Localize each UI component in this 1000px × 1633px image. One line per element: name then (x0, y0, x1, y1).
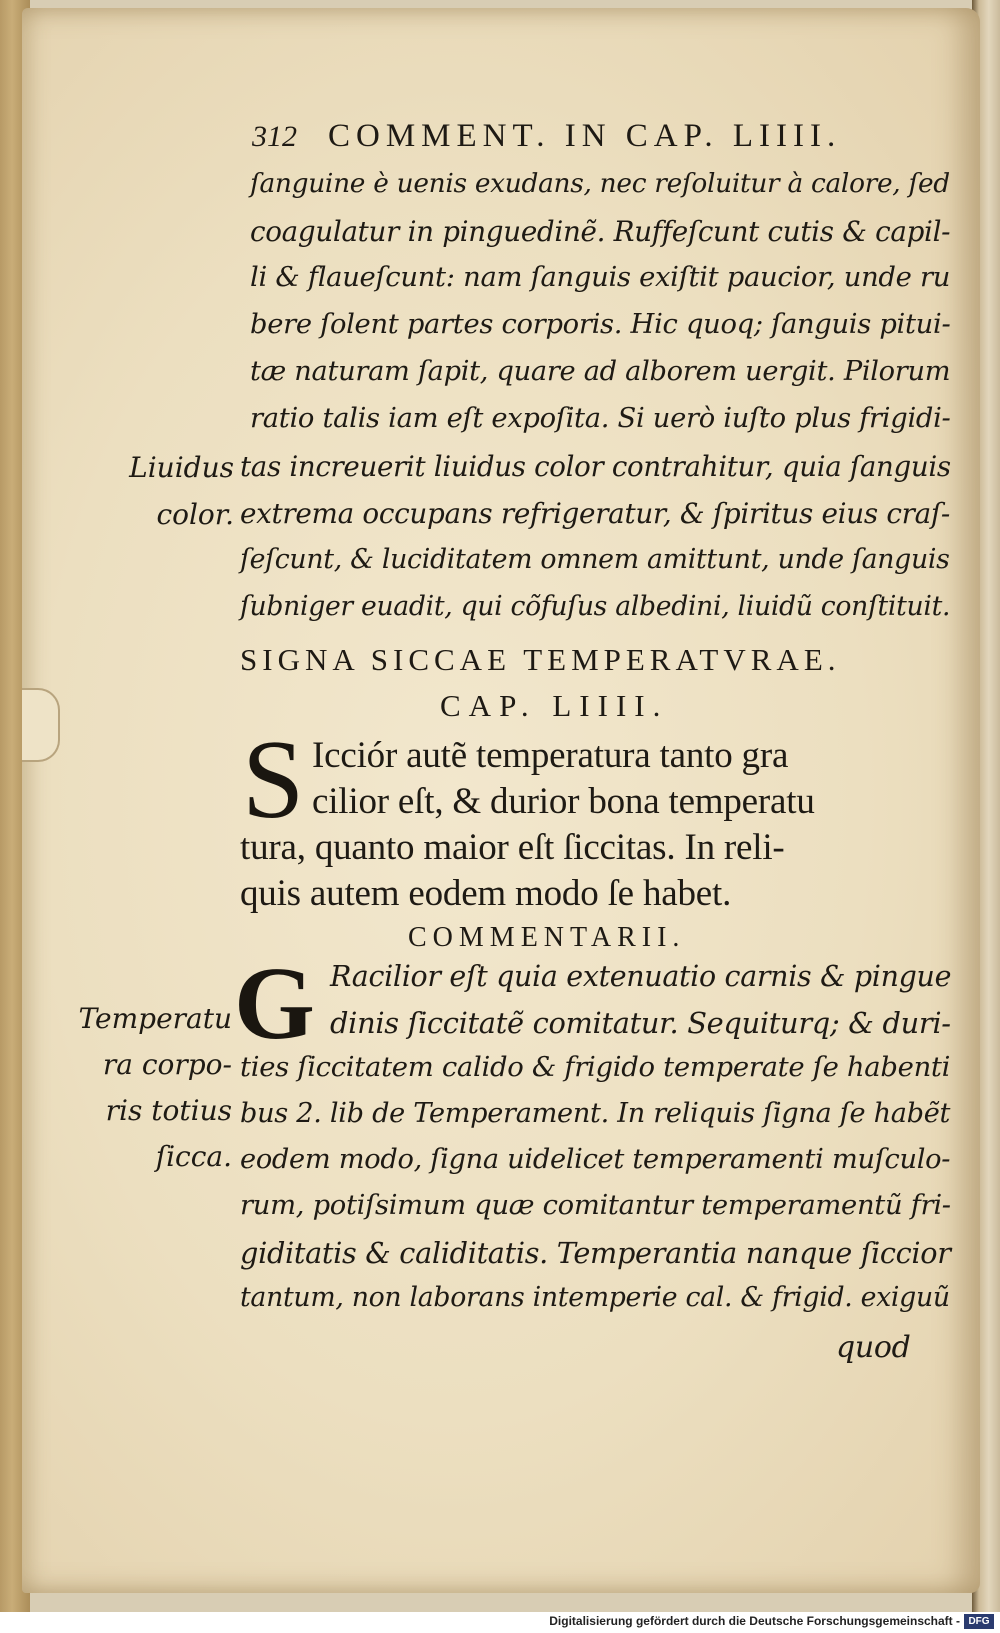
catchword: quod (836, 1330, 911, 1365)
text-initial-letter: S (242, 718, 305, 842)
commentary-line: rum, potiſsimum quæ comitantur temperamentũ fri- (240, 1190, 951, 1221)
commentary-line: tantum, non laborans intemperie cal. & frigid. exiguũ (240, 1282, 950, 1313)
margin-note-line: ris totius (105, 1094, 232, 1127)
commentary-line: dinis ſiccitatẽ comitatur. Sequiturq; & duri- (330, 1006, 951, 1040)
margin-note-line: color. (156, 498, 234, 531)
commentary-line: eodem modo, ſigna uidelicet temperamenti muſculo- (240, 1144, 951, 1175)
dfg-logo: DFG (964, 1614, 994, 1629)
commentary-line: coagulatur in pinguedinẽ. Ruffeſcunt cutis & capil- (250, 215, 951, 248)
digitization-footer (0, 1612, 1000, 1633)
commentary-line: ratio talis iam eſt expoſita. Si uerò iuſto plus frigidi- (250, 403, 951, 434)
section-heading: SIGNA SICCAE TEMPERATVRAE. (240, 642, 841, 677)
chapter-heading: CAP. LIIII. (440, 688, 669, 723)
commentary-line: Racilior eſt quia extenuatio carnis & pingue (330, 960, 952, 993)
commentary-line: tæ naturam ſapit, quare ad alborem uergit. Pilorum (250, 356, 951, 387)
margin-note-line: Liuidus (129, 451, 234, 484)
commentary-line: ties ſiccitatem calido & frigido temperate ſe habenti (240, 1052, 951, 1083)
commentary-line: tas increuerit liuidus color contrahitur, quia ſanguis (240, 450, 951, 483)
commentary-heading: COMMENTARII. (408, 922, 686, 953)
commentary-line: ſubniger euadit, qui cõfuſus albedini, liuidũ conſtituit. (240, 591, 951, 622)
running-title: COMMENT. IN CAP. LIIII. (328, 118, 842, 154)
page-number: 312 (252, 120, 297, 153)
commentary-line: extrema occupans refrigeratur, & ſpiritus eius craſ- (240, 497, 950, 530)
text-line: quis autem eodem modo ſe habet. (240, 873, 732, 914)
page-tab-marker (22, 688, 60, 762)
margin-note-line: ra corpo- (102, 1048, 232, 1081)
text-line: Icciór autẽ temperatura tanto gra (312, 735, 789, 776)
margin-note-line: ſicca. (155, 1140, 232, 1173)
text-line: cilior eſt, & durior bona temperatu (312, 781, 815, 822)
commentary-line: giditatis & caliditatis. Temperantia nanque ſiccior (240, 1236, 951, 1270)
commentary-line: ſanguine è uenis exudans, nec reſoluitur à calore, ſed (250, 168, 950, 199)
commentary-line: ſeſcunt, & luciditatem omnem amittunt, unde ſanguis (240, 544, 950, 575)
commentary-line: bus 2. lib de Temperament. In reliquis ſigna ſe habẽt (240, 1098, 951, 1129)
book-page (22, 8, 980, 1593)
margin-note-line: Temperatu (78, 1002, 232, 1035)
commentary-initial-letter: G (234, 946, 315, 1061)
commentary-line: li & flaueſcunt: nam ſanguis exiſtit paucior, unde ru (250, 262, 951, 293)
commentary-line: bere ſolent partes corporis. Hic quoq; ſanguis pitui- (250, 309, 951, 340)
footer-credit: Digitalisierung gefördert durch die Deutsche Forschungsgemeinschaft - (549, 1614, 960, 1628)
text-line: tura, quanto maior eſt ſiccitas. In reli- (240, 827, 785, 868)
